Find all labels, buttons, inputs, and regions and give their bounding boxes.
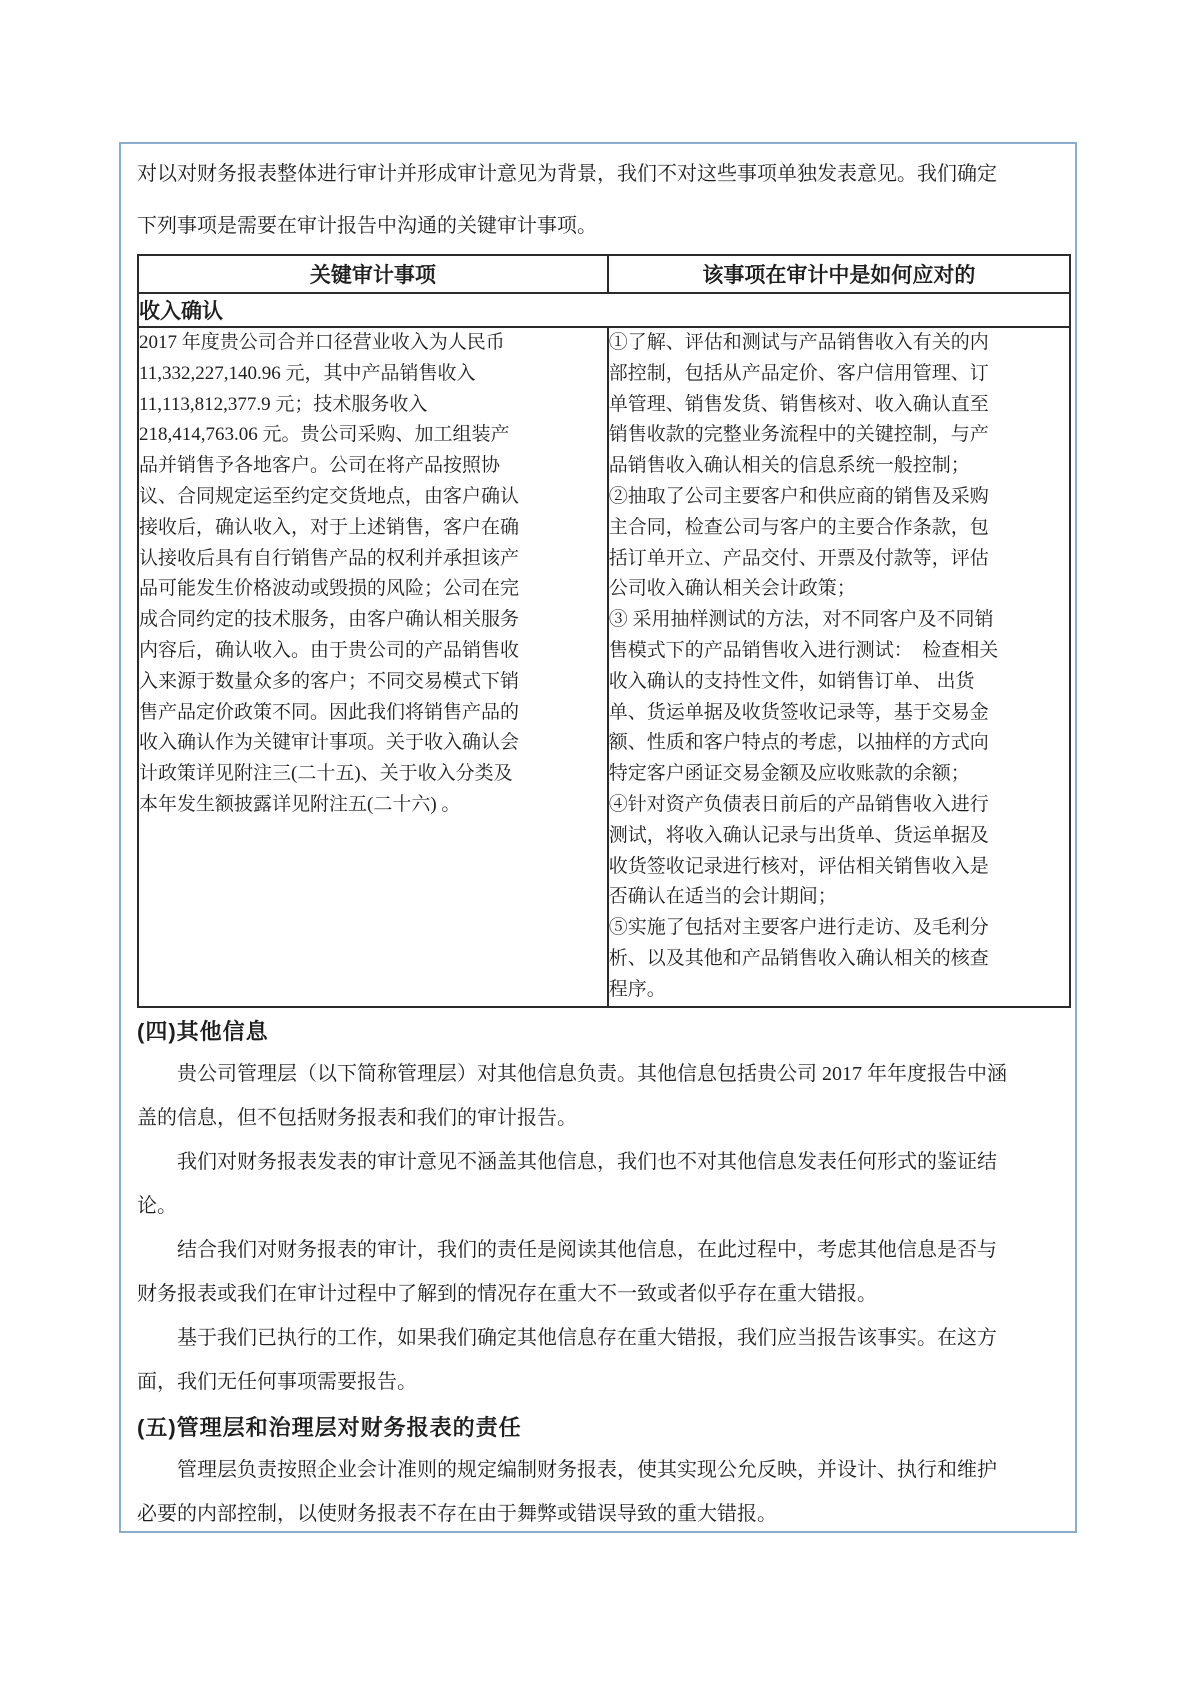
body-paragraph: 结合我们对财务报表的审计，我们的责任是阅读其他信息，在此过程中，考虑其他信息是否与 财务报表或我们在审计过程中了解到的情况存在重大不一致或者似乎存在重大错报。 [137, 1238, 997, 1305]
table-section-row [138, 293, 1070, 327]
table-body-row [138, 327, 1070, 1007]
kam-response-cell: ①了解、评估和测试与产品销售收入有关的内 部控制，包括从产品定价、客户信用管理、订 单管理、销售发货、销售核对、收入确认直至 销售收款的完整业务流程中的关键控制，与产 品销售收入确认相关的信息系统一般控制； ②抽取了公司主要客户和供应商的销售及采购 主合同，检查公司与客户的主要合作条款，包 括订单开立、产品交付、开票及付款等，评估 公司收入确认相关会计政策； ③ 采用抽样测试的方法，对不同客户及不同销 售模式下的产品销售收入进行测试： 检查相关 收入确认的支持性文件，如销售订单、 出货 单、货运单据及收货签收记录等，基于交易金 额、性质和客户特点的考虑，以抽样的方式向 特定客户函证交易金额及应收账款的余额； ④针对资产负债表日前后的产品销售收入进行 测试，将收入确认记录与出货单、货运单据及 收货签收记录进行核对，评估相关销售收入是 否确认在适当的会计期间； ⑤实施了包括对主要客户进行走访、及毛利分 析、以及其他和产品销售收入确认相关的核查 程序。 [608, 327, 1070, 1007]
table-header-key-audit-matter: 关键审计事项 [138, 255, 608, 293]
section-5-heading: (五)管理层和治理层对财务报表的责任 [137, 1414, 522, 1440]
key-audit-matters-table [137, 254, 1071, 1008]
body-paragraph: 基于我们已执行的工作，如果我们确定其他信息存在重大错报，我们应当报告该事实。在这方 面，我们无任何事项需要报告。 [137, 1326, 997, 1393]
kam-description-cell: 2017 年度贵公司合并口径营业收入为人民币 11,332,227,140.96 元，其中产品销售收入 11,113,812,377.9 元；技术服务收入 218,414,763.06 元。贵公司采购、加工组装产 品并销售予各地客户。公司在将产品按照协 议、合同规定运至约定交货地点，由客户确认 接收后，确认收入，对于上述销售，客户在确 认接收后具有自行销售产品的权利并承担该产 品可能发生价格波动或毁损的风险；公司在完 成合同约定的技术服务，由客户确认相关服务 内容后，确认收入。由于贵公司的产品销售收 入来源于数量众多的客户；不同交易模式下销 售产品定价政策不同。因此我们将销售产品的 收入确认作为关键审计事项。关于收入确认会 计政策详见附注三(二十五)、关于收入分类及 本年发生额披露详见附注五(二十六) 。 [138, 327, 608, 1007]
section-4-heading: (四)其他信息 [137, 1018, 269, 1044]
body-paragraph: 贵公司管理层（以下简称管理层）对其他信息负责。其他信息包括贵公司 2017 年年度报告中涵 盖的信息，但不包括财务报表和我们的审计报告。 [137, 1062, 1007, 1129]
content-frame [119, 142, 1077, 1533]
table-section-revenue-recognition: 收入确认 [138, 293, 1070, 327]
body-paragraph: 我们对财务报表发表的审计意见不涵盖其他信息，我们也不对其他信息发表任何形式的鉴证结 论。 [137, 1150, 997, 1217]
intro-paragraph: 对以对财务报表整体进行审计并形成审计意见为背景，我们不对这些事项单独发表意见。我们确定 下列事项是需要在审计报告中沟通的关键审计事项。 [137, 163, 997, 237]
table-header-row [138, 255, 1070, 293]
table-header-audit-response: 该事项在审计中是如何应对的 [608, 255, 1070, 293]
body-paragraph: 管理层负责按照企业会计准则的规定编制财务报表，使其实现公允反映，并设计、执行和维护 必要的内部控制，以使财务报表不存在由于舞弊或错误导致的重大错报。 [137, 1458, 997, 1525]
